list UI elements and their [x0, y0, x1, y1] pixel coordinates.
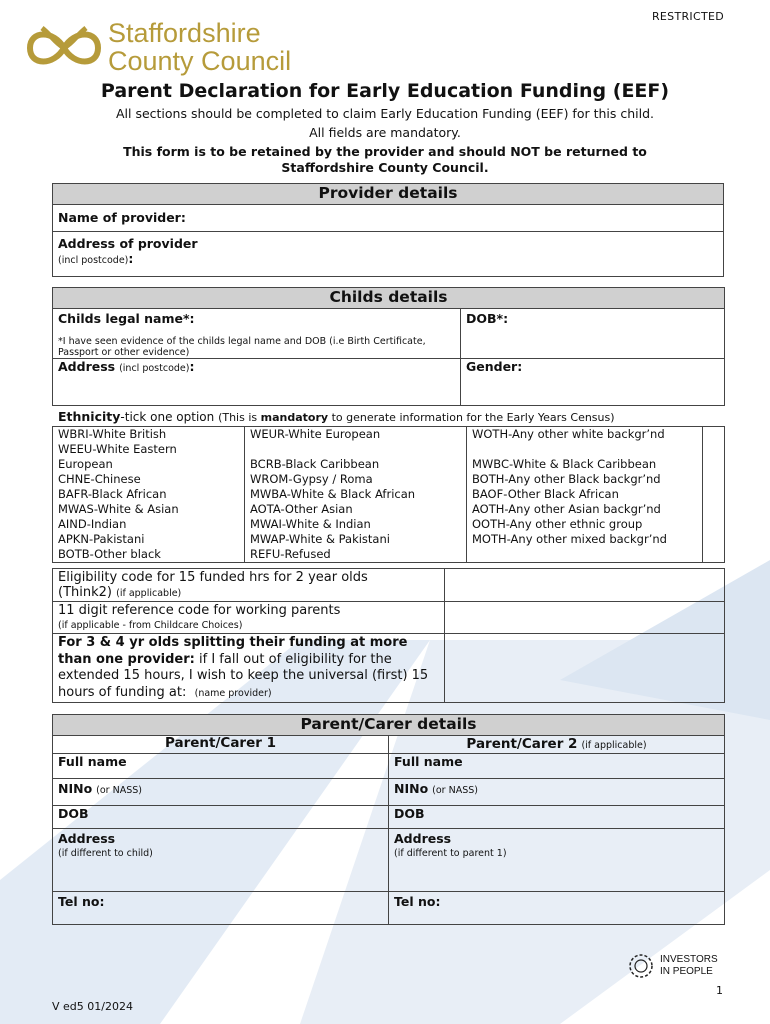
- parent2-dob-label: DOB: [394, 806, 425, 821]
- ethnicity-row: [53, 457, 725, 472]
- retain-notice-line2: Staffordshire County Council.: [281, 160, 489, 175]
- intro-line1: All sections should be completed to claim Early Education Funding (EEF) for this child.: [115, 106, 655, 121]
- parent-carer-heading: Parent/Carer details: [53, 715, 725, 736]
- parent2-full-name-label: Full name: [394, 754, 463, 769]
- logo-text-line1: Staffordshire: [108, 18, 261, 48]
- parent1-dob-field[interactable]: [53, 806, 389, 829]
- ethnicity-option[interactable]: WEEU-White Eastern: [53, 442, 245, 457]
- ethnicity-option[interactable]: AIND-Indian: [53, 517, 245, 532]
- parent1-dob-label: DOB: [58, 806, 89, 821]
- child-dob-label: DOB*:: [466, 311, 509, 326]
- parent2-heading: Parent/Carer 2: [466, 736, 578, 752]
- ethnicity-option[interactable]: MWBA-White & Black African: [245, 487, 467, 502]
- think2-label-line1: Eligibility code for 15 funded hrs for 2 year olds: [58, 570, 368, 585]
- parent1-nino-label: NINo: [58, 781, 93, 796]
- ethnicity-option[interactable]: WOTH-Any other white backgr’nd: [467, 427, 703, 443]
- colon: :: [189, 359, 195, 374]
- ethnicity-tick-box[interactable]: [703, 427, 725, 443]
- provider-details-table: [52, 183, 724, 277]
- ethnicity-option[interactable]: European: [53, 457, 245, 472]
- provider-address-note: (incl postcode): [58, 255, 129, 266]
- ethnicity-option[interactable]: AOTA-Other Asian: [245, 502, 467, 517]
- ethnicity-heading: [58, 409, 615, 424]
- intro-line2: All fields are mandatory.: [309, 125, 461, 140]
- child-address-note: (incl postcode): [119, 363, 190, 374]
- ethnicity-row: [53, 502, 725, 517]
- parent1-address-field[interactable]: [53, 829, 389, 892]
- restricted-label: RESTRICTED: [651, 10, 724, 23]
- ethnicity-option[interactable]: AOTH-Any other Asian backgr’nd: [467, 502, 703, 517]
- provider-details-heading: Provider details: [53, 184, 724, 205]
- ethnicity-row: [53, 442, 725, 457]
- ethnicity-option[interactable]: WROM-Gypsy / Roma: [245, 472, 467, 487]
- parent2-nino-label: NINo: [394, 781, 429, 796]
- provider-name-label: Name of provider:: [58, 210, 186, 225]
- ethnicity-tick-box[interactable]: [703, 457, 725, 472]
- parent1-address-label: Address: [58, 831, 116, 846]
- iip-line1: INVESTORS: [660, 954, 718, 965]
- ethnicity-tick-box[interactable]: [703, 547, 725, 563]
- ethnicity-option[interactable]: MWAI-White & Indian: [245, 517, 467, 532]
- child-legal-name-field[interactable]: [53, 309, 461, 359]
- ethnicity-tick-box[interactable]: [703, 472, 725, 487]
- working-code-label: 11 digit reference code for working parents: [58, 603, 341, 618]
- parent1-tel-label: Tel no:: [58, 894, 105, 909]
- parent2-dob-field[interactable]: [389, 806, 725, 829]
- parent2-heading-cell: [389, 736, 725, 754]
- provider-name-field[interactable]: [53, 205, 724, 232]
- ethnicity-note-post: to generate information for the Early Years Census): [328, 411, 615, 424]
- child-dob-field[interactable]: [461, 309, 725, 359]
- split-funding-provider-input[interactable]: [445, 634, 725, 703]
- child-details-heading: Childs details: [53, 288, 725, 309]
- ethnicity-option[interactable]: MOTH-Any other mixed backgr’nd: [467, 532, 703, 547]
- ethnicity-options-table: [52, 426, 725, 563]
- working-code-note: (if applicable - from Childcare Choices): [58, 620, 243, 631]
- staffordshire-logo: [24, 18, 304, 78]
- ethnicity-option: [467, 442, 703, 457]
- ethnicity-option: [467, 547, 703, 563]
- split-funding-text: if I fall out of eligibility for the extended 15 hours, I wish to keep the universal (first) 15 hours of funding at:: [58, 651, 429, 700]
- ethnicity-option[interactable]: BCRB-Black Caribbean: [245, 457, 467, 472]
- parent2-tel-field[interactable]: [389, 892, 725, 925]
- ethnicity-option[interactable]: MWBC-White & Black Caribbean: [467, 457, 703, 472]
- ethnicity-label: Ethnicity: [58, 409, 121, 424]
- child-gender-field[interactable]: [461, 359, 725, 406]
- parent2-address-field[interactable]: [389, 829, 725, 892]
- provider-address-field[interactable]: [53, 232, 724, 277]
- ethnicity-option[interactable]: BOTB-Other black: [53, 547, 245, 563]
- ethnicity-option[interactable]: BAFR-Black African: [53, 487, 245, 502]
- parent1-full-name-label: Full name: [58, 754, 127, 769]
- ethnicity-option: [245, 442, 467, 457]
- parent2-note: (if applicable): [581, 740, 647, 751]
- ethnicity-tick-box[interactable]: [703, 487, 725, 502]
- ethnicity-note-bold: mandatory: [260, 411, 329, 424]
- parent2-nino-field[interactable]: [389, 779, 725, 806]
- ethnicity-row: [53, 472, 725, 487]
- parent2-address-note: (if different to parent 1): [394, 848, 507, 859]
- ethnicity-option[interactable]: CHNE-Chinese: [53, 472, 245, 487]
- ethnicity-option[interactable]: MWAS-White & Asian: [53, 502, 245, 517]
- colon: :: [128, 251, 134, 266]
- think2-note: (if applicable): [116, 588, 182, 599]
- form-title: Parent Declaration for Early Education Funding (EEF): [100, 80, 670, 102]
- parent-carer-table: [52, 714, 725, 925]
- working-parents-code-label-cell: [53, 602, 445, 634]
- ethnicity-option[interactable]: OOTH-Any other ethnic group: [467, 517, 703, 532]
- ethnicity-option[interactable]: APKN-Pakistani: [53, 532, 245, 547]
- child-address-field[interactable]: [53, 359, 461, 406]
- ethnicity-option[interactable]: WBRI-White British: [53, 427, 245, 443]
- ethnicity-option[interactable]: BOTH-Any other Black backgr’nd: [467, 472, 703, 487]
- ethnicity-note: [218, 411, 614, 424]
- iip-text: [660, 954, 718, 978]
- ethnicity-option[interactable]: WEUR-White European: [245, 427, 467, 443]
- ethnicity-row: [53, 547, 725, 563]
- parent1-full-name-field[interactable]: [53, 754, 389, 779]
- version-label: V ed5 01/2024: [52, 1000, 133, 1013]
- split-funding-bold: For 3 & 4 yr olds splitting their funding at more than one provider:: [58, 635, 408, 667]
- child-legal-name-label: Childs legal name*:: [58, 311, 195, 326]
- parent1-address-note: (if different to child): [58, 848, 153, 859]
- investors-in-people-logo: [626, 952, 726, 982]
- evidence-note: *I have seen evidence of the childs legal name and DOB (i.e Birth Certificate, Passport or other evidence): [58, 336, 426, 358]
- split-funding-label-cell: [53, 634, 445, 703]
- parent2-tel-label: Tel no:: [394, 894, 441, 909]
- ethnicity-option[interactable]: MWAP-White & Pakistani: [245, 532, 467, 547]
- ethnicity-tick-box[interactable]: [703, 442, 725, 457]
- parent1-tel-field[interactable]: [53, 892, 389, 925]
- ethnicity-row: [53, 427, 725, 443]
- retain-notice-line1: This form is to be retained by the provider and should NOT be returned to: [123, 144, 647, 159]
- child-gender-label: Gender:: [466, 359, 523, 374]
- parent2-nino-note: (or NASS): [432, 785, 478, 796]
- ethnicity-tick-box[interactable]: [703, 502, 725, 517]
- logo-text-line2: County Council: [108, 46, 292, 76]
- ethnicity-option[interactable]: BAOF-Other Black African: [467, 487, 703, 502]
- stafford-knot-icon: [24, 22, 104, 74]
- ethnicity-option[interactable]: REFU-Refused: [245, 547, 467, 563]
- ethnicity-tick-box[interactable]: [703, 517, 725, 532]
- ethnicity-tick-box[interactable]: [703, 532, 725, 547]
- ethnicity-row: [53, 517, 725, 532]
- working-parents-code-input[interactable]: [445, 602, 725, 634]
- parent2-address-label: Address: [394, 831, 452, 846]
- parent1-nino-field[interactable]: [53, 779, 389, 806]
- eligibility-table: [52, 568, 725, 703]
- provider-address-label: Address of provider: [58, 236, 198, 251]
- think2-code-label-cell: [53, 569, 445, 602]
- ethnicity-instruction: -tick one option: [120, 410, 215, 424]
- page-number: 1: [716, 984, 723, 997]
- split-funding-note: (name provider): [194, 687, 272, 699]
- ethnicity-row: [53, 532, 725, 547]
- ethnicity-row: [53, 487, 725, 502]
- iip-line2: IN PEOPLE: [660, 966, 713, 977]
- parent1-heading: Parent/Carer 1: [53, 736, 389, 754]
- child-address-label: Address: [58, 359, 116, 374]
- ethnicity-note-pre: (This is: [218, 411, 261, 424]
- think2-label-line2: (Think2): [58, 585, 112, 600]
- child-details-table: [52, 287, 725, 406]
- parent2-full-name-field[interactable]: [389, 754, 725, 779]
- think2-code-input[interactable]: [445, 569, 725, 602]
- parent1-nino-note: (or NASS): [96, 785, 142, 796]
- investors-in-people-icon: [626, 952, 656, 980]
